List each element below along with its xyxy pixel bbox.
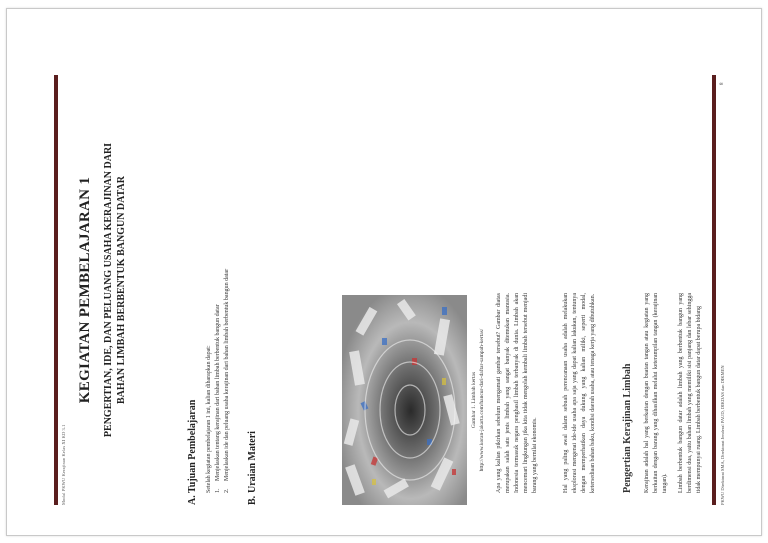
section-b-title: Uraian Materi xyxy=(247,431,258,493)
body-paragraph-3: Kerajinan adalah hal yang berkaitan dengan buatan tangan atau kegiatan yang berkaitan dengan barang yang dihasilkan melalui keterampilan tangan (kerajinan tangan). xyxy=(644,293,668,493)
objectives-list xyxy=(214,83,232,493)
chapter-title: KEGIATAN PEMBELAJARAN 1 xyxy=(77,176,93,404)
objectives-intro: Setelah kegiatan pembelajaran 1 ini, kalian diharapkan dapat: xyxy=(206,345,212,493)
section-a-letter: A. xyxy=(187,495,198,505)
section-b-letter: B. xyxy=(247,495,258,505)
running-footer: PKWU Direktorat SMA, Direktorat Jenderal PAUD, DIKDAS dan DIKMEN xyxy=(720,365,725,505)
paper-waste-illustration xyxy=(342,295,467,505)
subtitle-line-2: BAHAN LIMBAH BERBENTUK BANGUN DATAR xyxy=(116,176,127,404)
section-a-title: Tujuan Pembelajaran xyxy=(187,399,198,493)
paper-waste-photo xyxy=(342,295,467,505)
list-item-number: 1. xyxy=(215,488,221,493)
list-item-text: Menjelaskan tentang kerajinan dari bahan limbah berbentuk bangun datar xyxy=(215,304,221,481)
rotated-page-content xyxy=(47,49,747,505)
list-item-text: Menjelaskan ide dan peluang usaha kerajinan dari bahan limbah berbentuk bangun datar xyxy=(224,268,230,481)
section-b-heading xyxy=(247,431,258,505)
list-item-number: 2. xyxy=(224,488,230,493)
body-paragraph-1: Apa yang kalian pikirkan sebelum mengamati gambar tersebut? Gambar diatas merupakan salah satu jenis limbah yang sangat banyak ditemukan manusia. Indonesia termasuk negara penghasil limbah terbanyak di dunia. Limbah akan mencemari lingkungan jika kita tidak mengolah kembali limbah tersebut menjadi barang yang bernilai ekonomis. xyxy=(496,293,538,493)
body-paragraph-2: Hal yang paling awal dalam sebuah perencanaan usaha adalah melakukan eksplorasi mengenai ide-ide usaha apa saja yang dapat kalian lakukan, tentunya dengan memperhatikan daya dukung yang kalian miliki, seperti modal, ketersediaan bahan baku, kondisi daerah usaha, atau tenaga kerja yang dibutuhkan. xyxy=(563,293,596,493)
figure-caption: Gambar 1. Limbah kertas xyxy=(471,371,477,429)
page-number: 8 xyxy=(720,82,725,85)
figure-source-link[interactable]: http://www.koran-jakarta.com/hancur-dari-daftar-sampah-kertas/ xyxy=(479,328,485,472)
running-header: Modul PKWU Kerajinan Kelas XI KD 3.1 xyxy=(61,424,66,505)
list-item xyxy=(214,83,223,493)
chapter-subtitle xyxy=(102,75,128,505)
header-accent-bar xyxy=(54,75,58,505)
section-a-heading xyxy=(187,400,198,505)
body-paragraph-4: Limbah berbentuk bangun datar adalah limbah yang berbentuk bangun yang berdimensi dua, yaitu bahan limbah yang memiliki sisi panjang dan lebar sehingga tidak mempunyai ruang. Limbah berbentuk bangun datar dapat berupa bidang xyxy=(678,293,702,493)
subsection-heading: Pengertian Kerajinan Limbah xyxy=(622,363,633,493)
footer-accent-bar xyxy=(712,75,716,505)
subtitle-line-1: PENGERTIAN, IDE, DAN PELUANG USAHA KERAJINAN DARI xyxy=(103,142,114,438)
document-page[interactable] xyxy=(6,8,762,536)
list-item xyxy=(223,83,232,493)
figure-caption-block xyxy=(470,295,486,505)
